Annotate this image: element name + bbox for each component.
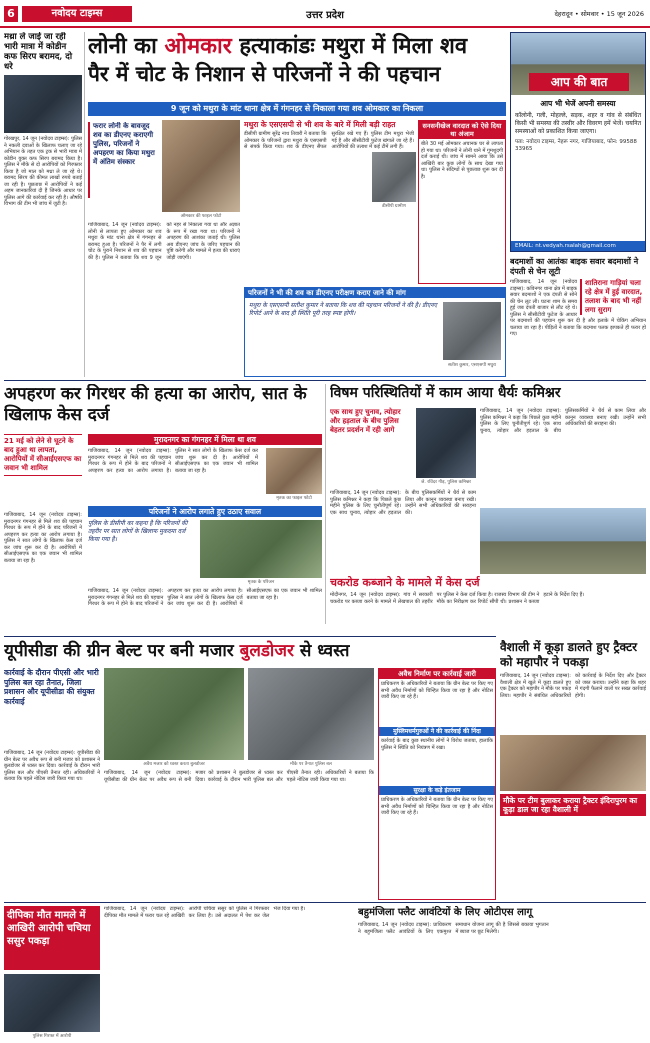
lead-body: गाजियाबाद, 14 जून (नवोदय टाइम्स): लोनी से लापता हुए ओमकार का शव मथुरा के मांट थाना क्षेत्र में गंगनहर से बरामद हुआ है। परिजनों ने पैर में लगी चोट के पुराने निशान से शव की पहचान की है। पुलिस ने बताया कि शव 9 जून को नहर से निकाला गया था और अज्ञात के रूप में रखा गया था। परिजनों ने अपहरण की आशंका जताई थी। पुलिस अब डीएनए जांच के जरिए पहचान की पुष्टि करेगी और मामले में हत्या की धाराएं जोड़ी जाएंगी। [88,222,240,261]
bulldozer-headline-post: से ध्वस्त [293,641,350,661]
commissioner-photo-caption: जे. रविंदर गौड़, पुलिस कमिश्नर [421,480,471,485]
lead-box-body: डीसीपी ग्रामीण सुरेंद्र नाथ तिवारी ने बताया कि ओमकार के परिजनों द्वारा मथुरा के एसएसपी से संपर्क किया गया। शव के डीएनए सैंपल सुरक्षित रखे गए हैं। पुलिस टीम मथुरा भेजी गई है और सीसीटीवी फुटेज खंगाले जा रहे हैं। आरोपियों की तलाश में कई टीमें लगी हैं। [244,131,414,150]
kidnap-photo-2 [200,520,322,578]
bulldozer-box-headline: अवैध निर्माण पर कार्रवाई जारी [379,669,495,679]
kidnap-photo2-caption: मृतक के परिजन [247,580,275,585]
lead-subhead: 9 जून को मथुरा के मांट थाना क्षेत्र में गंगनहर से निकाला गया शव ओमकार का निकला [88,102,506,116]
ots-body: गाजियाबाद, 14 जून (नवोदय टाइम्स): प्राधिकरण ने बहुमंजिला फ्लैट आवंटियों के लिए एकमुश्त समाधान योजना लागू की है जिससे बकाया भुगतान में ब्याज पर छूट मिलेगी। [358,922,549,935]
right-story-pull-quote: शातिराना गाड़ियां चला रहे क्षेत्र में हुई वारदात, तलाश के बाद भी नहीं लगा सुराग [580,279,646,315]
bulldozer-sub-body-2: प्राधिकरण के अधिकारियों ने बताया कि ग्रीन बेल्ट पर किए गए सभी अवैध निर्माणों को चिन्हित किया जा रहा है और नोटिस जारी किए जा रहे हैं। [381,797,493,816]
kidnap-body-3: गाजियाबाद, 14 जून (नवोदय टाइम्स): मुरादनगर गंगनहर से मिले शव की पहचान गिरधर के रूप में होने के बाद परिजनों ने अपहरण कर हत्या का आरोप लगाया है। पुलिस ने सात लोगों के खिलाफ केस दर्ज कर जांच शुरू कर दी है। आरोपियों में सीआईएसएफ का एक जवान भी शामिल बताया जा रहा है। [88,588,322,607]
kidnap-banner: मुरादनगर का गंगनहर में मिला था शव [88,434,322,445]
didi-photo-caption: पुलिस गिरफ्त में आरोपी [32,1034,72,1039]
aap-ki-baat-email[interactable]: EMAIL: nt.vedyah.rsalah@gmail.com [511,241,645,251]
right-story-headline: बदमाशों का आतंकः बाइक सवार बदमाशों ने दंपती से चेन लूटी [510,256,639,276]
bulldozer-sub-banner: मुस्लिमधर्मगुरुओं ने की कार्रवाई की निंदा [379,727,495,736]
lead-headline-highlight: ओमकार [164,33,232,59]
didi-headline: दीपिका मौत मामले में आखिरी आरोपी चचिया ससुर पकड़ा [4,906,100,970]
lead-headline-line2: पैर में चोट के निशान से परिजनों ने की पहचान [88,61,441,86]
lead-box-headline: मथुरा के एसएसपी से भी शव के बारे में मिली बड़ी राहत [244,120,396,129]
kidnap-body-2: गाजियाबाद, 14 जून (नवोदय टाइम्स): मुरादनगर गंगनहर से मिले शव की पहचान गिरधर के रूप में होने के बाद परिजनों ने अपहरण कर हत्या का आरोप लगाया है। पुलिस ने सात लोगों के खिलाफ केस दर्ज कर जांच शुरू कर दी है। आरोपियों में सीआईएसएफ का एक जवान भी शामिल बताया जा रहा है। [88,448,258,474]
chakroad-body: मोदीनगर, 14 जून (नवोदय टाइम्स): गांव में सरकारी चकरोड पर कब्जा करने के मामले में लेखपाल की तहरीर पर पुलिस ने केस दर्ज किया है। राजस्व विभाग की टीम ने मौके का निरीक्षण कर रिपोर्ट सौंपी थी। प्रशासन ने कब्जा हटाने के निर्देश दिए हैं। [330,592,585,605]
commissioner-body-2: गाजियाबाद, 14 जून (नवोदय टाइम्स): पुलिस कमिश्नर ने कहा कि पिछले कुछ महीने पुलिस के लिए चुनौतीपूर्ण रहे। एक साथ चुनाव, त्योहार और हड़ताल के बीच पुलिसकर्मियों ने धैर्य से काम लिया और कानून व्यवस्था बनाए रखी। उन्होंने सभी अधिकारियों की सराहना की। [330,490,476,516]
bulldozer-photo-2 [248,668,374,760]
bulldozer-photo2-caption: मौके पर तैनात पुलिस बल [290,762,332,767]
lead-side-box [418,120,506,284]
bulldozer-side-box [378,668,496,900]
didi-body: गाजियाबाद, 14 जून (नवोदय टाइम्स): दीपिका मौत मामले में फरार चल रहे आखिरी आरोपी चचिया ससुर को पुलिस ने गिरफ्तार कर लिया है। उसे अदालत में पेश कर जेल भेज दिया गया है। [104,906,306,919]
bulldozer-headline-highlight: बुलडोजर [239,641,294,661]
bulldozer-box-body: प्राधिकरण के अधिकारियों ने बताया कि ग्रीन बेल्ट पर किए गए सभी अवैध निर्माणों को चिन्हित किया जा रहा है और नोटिस जारी किए जा रहे हैं। [381,681,493,700]
bulldozer-story [4,640,496,900]
lead-officer-caption: डीसीपी ग्रामीण [382,204,406,209]
chakroad-headline: चकरोड कब्जाने के मामले में केस दर्ज [330,576,480,589]
aap-ki-baat-address: पता: नवोदय टाइम्स, नेहरू नगर, गाजियाबाद, फोन: 99588 33965 [515,139,637,152]
bulldozer-pull-quote: कार्रवाई के दौरान पीएसी और भारी पुलिस बल रहा तैनात, जिला प्रशासन और यूपीसीडा की संयुक्त कार्रवाई [4,668,99,706]
left-story-body: गोरखपुर, 14 जून (नवोदय टाइम्स): पुलिस ने नकली दवाओं के खिलाफ चलाए जा रहे अभियान के तहत एक ट्रक से भारी मात्रा में कोडीन युक्त कफ सिरप बरामद किया है। पुलिस ने मौके से दो आरोपियों को गिरफ्तार किया है जो माल को मथ्रा ले जा रहे थे। बरामद सिरप की कीमत लाखों रुपये बताई जा रही है। पूछताछ में आरोपियों ने कई अहम जानकारियां दी हैं जिनके आधार पर पुलिस आगे की कार्रवाई कर रही है। औषधि विभाग की टीम भी जांच में जुटी है। [4,136,82,207]
lead-headline-post: हत्याकांडः मथुरा में मिला शव [231,33,468,59]
bulldozer-headline-pre: यूपीसीडा की ग्रीन बेल्ट पर बनी मजार [4,641,240,661]
lead-officer-photo [372,152,416,202]
vaishali-body: गाजियाबाद, 14 जून (नवोदय टाइम्स): वैशाली क्षेत्र में खुले में कूड़ा डालते हुए एक ट्रैक्टर को महापौर ने मौके पर पकड़ लिया। महापौर ने संबंधित अधिकारियों को कार्रवाई के निर्देश दिए और ट्रैक्टर को जब्त कराया। उन्होंने कहा कि शहर में गंदगी फैलाने वालों पर सख्त कार्रवाई होगी। [500,673,646,699]
kidnap-headline: अपहरण कर गिरधर की हत्या का आरोप, सात के खिलाफ केस दर्ज [4,384,307,425]
bulldozer-photo1-caption: अवैध मजार को ध्वस्त करता बुलडोजर [143,762,205,767]
kidnap-sub-headline: परिजनों ने आरोप लगाते हुए उठाए सवाल [88,506,322,517]
family-quote: मथुरा के एसएसपी सतीश कुमार ने बताया कि शव की पहचान परिजनों ने की है। डीएनए रिपोर्ट आने के बाद ही स्थिति पूरी तरह स्पष्ट होगी। [249,302,437,317]
lead-pull-quote: फरार लोनी के बावजूद शव का डीएनए कराएगी पुलिस, परिजनों ने अपहरण का किया मथुरा में अंतिम संस्कार [88,122,158,198]
commissioner-pull-quote: एक साथ हुए चुनाव, त्योहार और हड़ताल के बीच पुलिस बेहतर प्रदर्शन में रही आगे [330,408,401,434]
family-headline: परिजनों ने भी की शव का डीएनए परीक्षण कराए जाने की मांग [245,288,505,298]
commissioner-headline: विषम परिस्थितियों में काम आया धैर्यः कमिश्नर [330,385,561,401]
lead-photo [162,120,240,212]
lead-side-headline: सनसनीखेज वारदात को ऐसे दिया था अंजाम [419,121,505,139]
kidnap-photo [266,448,322,494]
right-story [510,256,646,377]
chakroad-story [330,576,646,636]
commissioner-body: गाजियाबाद, 14 जून (नवोदय टाइम्स): पुलिस कमिश्नर ने कहा कि पिछले कुछ महीने पुलिस के लिए चुनौतीपूर्ण रहे। एक साथ चुनाव, त्योहार और हड़ताल के बीच पुलिसकर्मियों ने धैर्य से काम लिया और कानून व्यवस्था बनाए रखी। उन्होंने सभी अधिकारियों की सराहना की। [480,408,646,434]
commissioner-photo-2 [480,508,646,574]
left-story-photo [4,75,82,133]
paper-name: नवोदय टाइम्स [22,6,132,22]
family-photo [443,302,501,360]
ots-story [358,906,646,1039]
page-header [0,0,650,28]
lead-headline [88,32,506,100]
kidnap-photo-caption: मृतक का फाइल फोटो [276,496,312,501]
ots-headline: बहुमंजिला फ्लैट आवंटियों के लिए ओटीएस लागू [358,907,533,918]
kidnap-story [4,384,322,624]
vaishali-headline: वैशाली में कूड़ा डालते हुए ट्रैक्टर को महापौर ने पकड़ा [500,640,638,669]
vaishali-pull-quote: मौके पर टीम बुलाकर कराया ट्रैक्टर इंदिरापुरम का कूड़ा डाल जा रहा वैशाली में [500,794,646,816]
lead-box [244,120,414,284]
left-story [4,32,82,377]
bulldozer-sub-body: कार्रवाई के बाद कुछ स्थानीय लोगों ने विरोध जताया, हालांकि पुलिस ने स्थिति को नियंत्रण में रखा। [381,738,493,751]
kidnap-body: गाजियाबाद, 14 जून (नवोदय टाइम्स): मुरादनगर गंगनहर से मिले शव की पहचान गिरधर के रूप में होने के बाद परिजनों ने अपहरण कर हत्या का आरोप लगाया है। पुलिस ने सात लोगों के खिलाफ केस दर्ज कर जांच शुरू कर दी है। आरोपियों में सीआईएसएफ का एक जवान भी शामिल बताया जा रहा है। [4,512,82,564]
section-name: उत्तर प्रदेश [306,10,344,21]
date-line: देहरादून • सोमवार • 15 जून 2026 [554,10,644,18]
didi-story [4,906,354,1039]
lead-headline-pre: लोनी का [88,33,165,59]
left-story-headline: मथ्रा ले जाई जा रही भारी मात्रा में कोडीन कफ सिरप बरामद, दो धरे [4,32,73,72]
kidnap-pull-quote: 21 मई को लेने से घूटने के बाद हुआ था लापता, आरोपियों में सीआईएसएफ का जवान भी शामिल [4,434,82,476]
lead-photo-caption: ओमकार की फाइल फोटो [180,214,222,219]
bulldozer-photo-1 [104,668,244,760]
aap-ki-baat-title: आप की बात [529,73,629,91]
family-caption: सतीश कुमार, एसएसपी मथुरा [447,363,497,368]
commissioner-photo [416,408,476,478]
aap-ki-baat-box [510,32,646,252]
aap-ki-baat-subtitle: आप भी भेजें अपनी समस्या [540,99,616,108]
vaishali-story [500,640,646,868]
bulldozer-body-2: गाजियाबाद, 14 जून (नवोदय टाइम्स): यूपीसीडा की ग्रीन बेल्ट पर अवैध रूप से बनी मजार को प्रशासन ने बुलडोजर से ध्वस्त कर दिया। कार्रवाई के दौरान भारी पुलिस बल और पीएसी तैनात रही। अधिकारियों ने बताया कि पहले नोटिस जारी किया गया था। [104,770,374,783]
lead-side-body: बीते 30 मई ओमकार अचानक घर से लापता हो गया था। परिजनों ने लोनी थाने में गुमशुदगी दर्ज कराई थी। जांच में सामने आया कि उसे आखिरी बार कुछ लोगों के साथ देखा गया था। पुलिस ने संदिग्धों से पूछताछ शुरू कर दी है। [421,141,503,180]
kidnap-quote: पुलिस के डीसीपी का कहना है कि परिजनों की तहरीर पर सात लोगों के खिलाफ मुकदमा दर्ज किया गया है। [88,520,188,543]
bulldozer-body: गाजियाबाद, 14 जून (नवोदय टाइम्स): यूपीसीडा की ग्रीन बेल्ट पर अवैध रूप से बनी मजार को प्रशासन ने बुलडोजर से ध्वस्त कर दिया। कार्रवाई के दौरान भारी पुलिस बल और पीएसी तैनात रही। अधिकारियों ने बताया कि पहले नोटिस जारी किया गया था। [4,750,100,782]
page-number: 6 [4,6,18,22]
aap-ki-baat-body: कॉलोनी, गली, मोहल्ले, सड़क, शहर व गांव से संबंधित किसी भी समस्या की तस्वीर और विवरण हमें भेजें। चयनित समस्याओं को प्रकाशित किया जाएगा। [515,112,641,135]
vaishali-photo [500,735,646,791]
family-box [244,287,506,377]
bulldozer-sub-banner-2: सुरक्षा के कड़े इंतजाम [379,786,495,795]
right-story-body: गाजियाबाद, 14 जून (नवोदय टाइम्स): कविनगर थाना क्षेत्र में बाइक सवार बदमाशों ने एक दंपती से सोने की चेन लूट ली। घटना शाम के समय हुई जब दंपती बाजार से लौट रहे थे। पुलिस ने सीसीटीवी फुटेज के आधार पर बदमाशों की पहचान शुरू कर दी है और इलाके में चेकिंग अभियान चलाया जा रहा है। पीड़ितों ने बताया कि बदमाश पलक झपकते ही फरार हो गए। [510,279,646,337]
didi-photo [4,974,100,1032]
